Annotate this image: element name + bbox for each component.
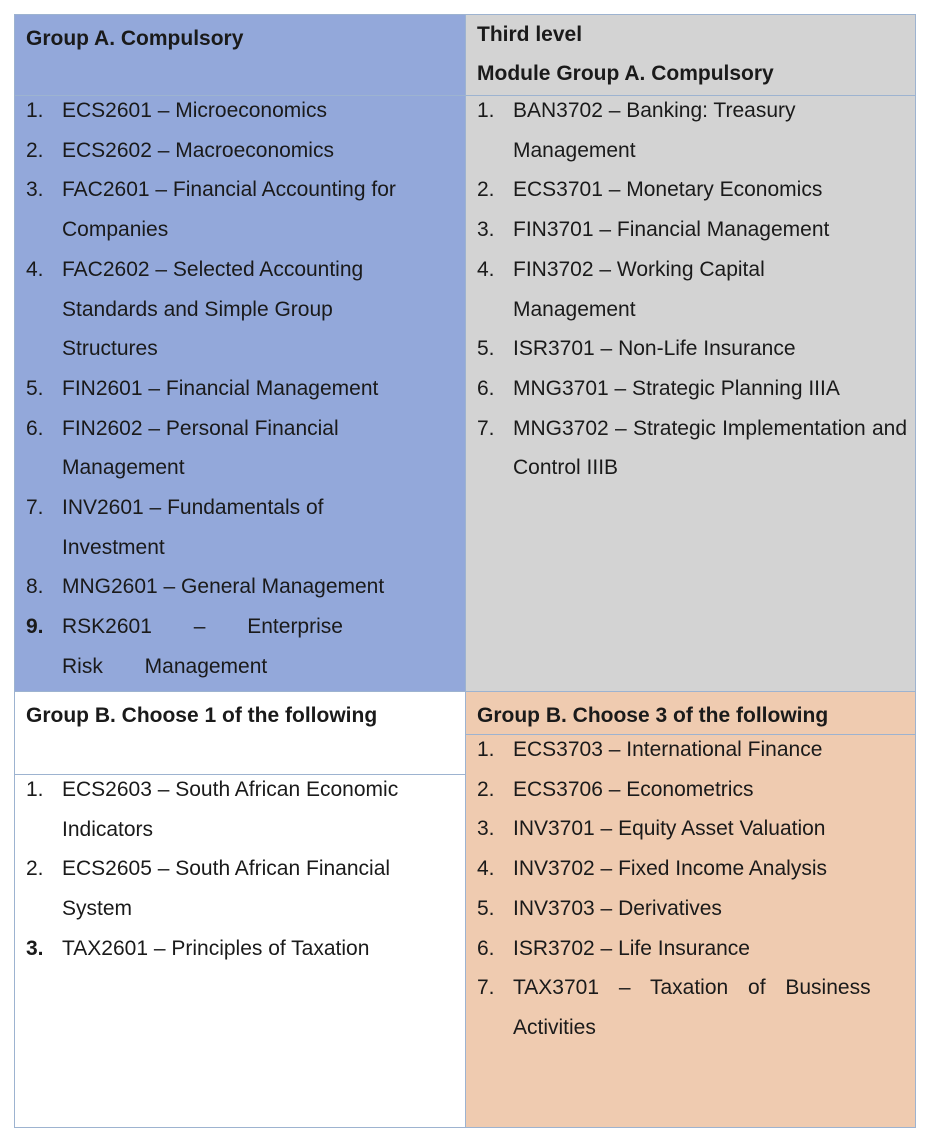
third-level-group-a-module-list [466, 91, 907, 488]
list-item: 6. ISR3702 – Life Insurance [477, 936, 750, 960]
list-item: 4. INV3702 – Fixed Income Analysis [477, 857, 827, 881]
list-item: 1. BAN3702 – Banking: Treasury Management [477, 99, 796, 162]
third-level-group-a-cell [465, 14, 916, 692]
list-item: 9. RSK2601 – Enterprise Risk Management [26, 615, 343, 678]
group-a-heading: Group A. Compulsory [26, 27, 244, 50]
list-item: 4. FAC2602 – Selected Accounting Standards and Simple Group Structures [26, 257, 364, 361]
third-level-heading [466, 15, 915, 91]
list-item: 2. ECS3706 – Econometrics [477, 777, 754, 801]
group-a-module-list [15, 91, 457, 687]
list-item: 7. INV2601 – Fundamentals of Investment [26, 496, 324, 559]
list-item: 7. MNG3702 – Strategic Implementation and Control IIIB [477, 416, 907, 480]
list-item: 2. ECS3701 – Monetary Economics [477, 178, 823, 202]
list-item: 3. TAX2601 – Principles of Taxation [26, 936, 370, 960]
group-b-choose-three-heading: Group B. Choose 3 of the following [477, 704, 829, 727]
list-item: 3. FAC2601 – Financial Accounting for Companies [26, 178, 396, 242]
group-b-third-level-module-list [466, 730, 907, 1048]
list-item: 3. INV3701 – Equity Asset Valuation [477, 817, 826, 841]
list-item: 2. ECS2602 – Macroeconomics [26, 138, 334, 162]
list-item: 2. ECS2605 – South African Financial System [26, 857, 391, 921]
list-item: 3. FIN3701 – Financial Management [477, 218, 830, 242]
list-item: 4. FIN3702 – Working Capital Management [477, 257, 765, 321]
group-b-choose-one-heading: Group B. Choose 1 of the following [26, 704, 378, 727]
list-item: 7. TAX3701 – Taxation of Business Activities [477, 976, 871, 1039]
list-item: 1. ECS3703 – International Finance [477, 738, 823, 761]
list-item: 5. INV3703 – Derivatives [477, 896, 722, 920]
list-item: 6. MNG3701 – Strategic Planning IIIA [477, 376, 840, 400]
list-item: 1. ECS2601 – Microeconomics [26, 99, 327, 122]
group-a-second-level-cell [14, 14, 466, 692]
third-level-title: Third level [477, 23, 583, 46]
list-item: 1. ECS2603 – South African Economic Indicators [26, 778, 399, 841]
list-item: 8. MNG2601 – General Management [26, 575, 385, 599]
group-b-second-level-cell [14, 691, 466, 1128]
list-item: 5. ISR3701 – Non-Life Insurance [477, 337, 796, 361]
list-item: 6. FIN2602 – Personal Financial Management [26, 416, 339, 480]
list-item: 5. FIN2601 – Financial Management [26, 376, 379, 400]
group-b-second-level-module-list [15, 770, 457, 969]
group-b-third-level-cell [465, 691, 916, 1128]
module-group-a-title: Module Group A. Compulsory [477, 62, 774, 85]
